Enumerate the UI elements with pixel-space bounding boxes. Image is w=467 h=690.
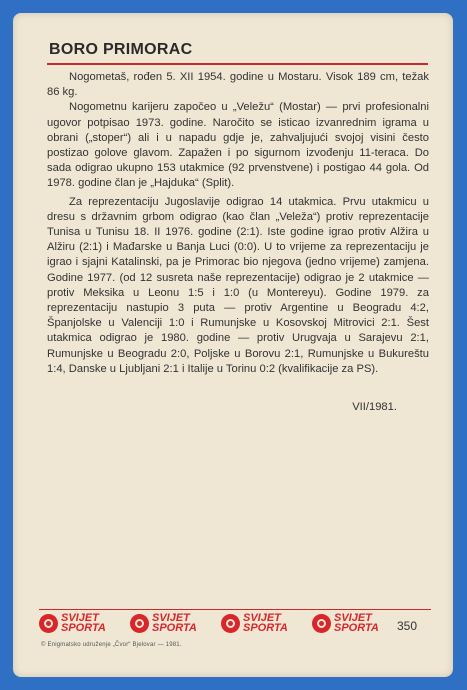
svijet-sporta-logo — [221, 613, 306, 633]
logo-line-2: SPORTA — [61, 622, 106, 634]
player-name-title: BORO PRIMORAC — [49, 41, 193, 58]
sporta-emblem-icon — [221, 614, 240, 633]
card-number: 350 — [397, 619, 418, 633]
sporta-emblem-icon — [39, 614, 58, 633]
svijet-sporta-logo-strip — [39, 613, 397, 633]
bio-paragraph-2: Nogometnu karijeru započeo u „Veležu“ (Mostar) — prvi profesionalni ugovor potpisao 1973. godine. Naročito se isticao izvanrednim igrama u obrani („stoper“) ali i u napadu gdje je, zahvaljujući svojoj visini često postizao golove glavom. Zapažen i po sigurnom izvođenju 11-teraca. Do sada odigrao ukupno 153 utakmice (92 prvenstvene) i postigao 44 gola. Od 1978. godine član je „Hajduka“ (Split). — [47, 101, 429, 190]
logo-line-1: SVIJET — [243, 612, 281, 624]
footer-divider — [39, 609, 431, 610]
bio-paragraph-3: Za reprezentaciju Jugoslavije odigrao 14 utakmica. Prvu utakmicu u dresu s državnim grbom odigrao (kao član „Veleža“) protiv reprezentacije Tunisa u Tunisu 18. II 1976. godine (2:1). Iste godine igrao protiv Alžira u Alžiru (2:1) i Mađarske u Banja Luci (0:0). U to vrijeme za reprezentaciju je igrao i sjajni Katalinski, pa je Primorac bio njegova (jedno vrijeme) zamjena. Godine 1977. (od 12 susreta naše reprezentacije) odigrao je 2 utakmice — protiv Meksika u Leonu 1:5 i 1:0 (u Montereyu). Godine 1979. za reprezentaciju nastupio 3 puta — protiv Argentine u Beogradu 4:2, Španjolske u Valenciji 1:0 i Rumunjske u Kosovskoj Mitrovici 2:1. Šest utakmica odigrao je 1980. godine — protiv Urugvaja u Sarajevu 2:1, Rumunjske u Beogradu 2:0, Poljske u Borovu 2:1, Rumunjske u Bukureštu 1:4, Danske u Ljubljani 2:1 i Italije u Torinu 0:2 (kvalifikacije za PS). — [47, 195, 429, 375]
logo-line-2: SPORTA — [243, 622, 288, 634]
logo-line-1: SVIJET — [61, 612, 99, 624]
svijet-sporta-logo — [312, 613, 397, 633]
bio-paragraph-1: Nogometaš, rođen 5. XII 1954. godine u Mostaru. Visok 189 cm, težak 86 kg. — [47, 71, 429, 99]
issue-date: VII/1981. — [352, 401, 397, 413]
biography-text — [47, 70, 429, 377]
logo-line-2: SPORTA — [334, 622, 379, 634]
logo-line-2: SPORTA — [152, 622, 197, 634]
svijet-sporta-logo — [39, 613, 124, 633]
publisher-credit: © Enigmatsko udruženje „Čvor“ Bjelovar — 1981. — [41, 642, 182, 648]
title-divider — [47, 63, 428, 65]
sticker-card — [13, 13, 453, 677]
logo-line-1: SVIJET — [152, 612, 190, 624]
logo-line-1: SVIJET — [334, 612, 372, 624]
svijet-sporta-logo — [130, 613, 215, 633]
sporta-emblem-icon — [312, 614, 331, 633]
sporta-emblem-icon — [130, 614, 149, 633]
